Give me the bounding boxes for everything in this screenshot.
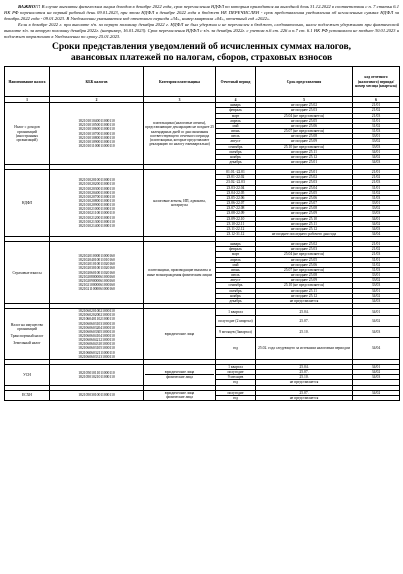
tax-name-item: Земельный налог — [13, 341, 41, 346]
deadline: 25.10. — [256, 375, 353, 380]
category-item: физические лица — [166, 375, 193, 380]
period-code: 31/03 — [353, 195, 400, 200]
col-number: 2 — [50, 97, 144, 103]
period-code: 31/01 — [353, 185, 400, 190]
period-code: 34/04 — [353, 232, 400, 237]
deadline: не представляется — [256, 395, 353, 400]
reporting-period: январь — [216, 242, 256, 247]
reporting-period: апрель — [216, 257, 256, 262]
reporting-period: март — [216, 113, 256, 118]
kbk-code: 18210101090011000110 — [78, 139, 115, 144]
reporting-period: 23.03-22.04 — [216, 185, 256, 190]
category-item: физические лица — [166, 395, 193, 400]
deadline: не представляется — [256, 298, 353, 303]
deadline: 25.04 (не представляется) — [256, 113, 353, 118]
period-code: 21/03 — [353, 113, 400, 118]
period-code: 33/03 — [353, 283, 400, 288]
period-code: 34/02 — [353, 221, 400, 226]
deadline: 25.07. — [256, 316, 353, 327]
reporting-period: февраль — [216, 108, 256, 113]
kbk-code: 18210606033051000110 — [78, 329, 115, 334]
reporting-period: декабрь — [216, 159, 256, 164]
deadline: не позднее 25.09 — [256, 278, 353, 283]
kbk-code: 18210102040011000110 — [78, 190, 115, 195]
tax-name: НДФЛ — [5, 170, 50, 237]
period-code: 31/02 — [353, 262, 400, 267]
period-code: 34/02 — [353, 293, 400, 298]
period-code: 34/03 — [353, 298, 400, 303]
intro-text — [4, 4, 399, 39]
kbk-code: 18210102140011000110 — [78, 223, 115, 228]
reporting-period: февраль — [216, 247, 256, 252]
period-code: 34/02 — [353, 154, 400, 159]
deadline: не позднее 25.12 — [256, 154, 353, 159]
deadline: не позднее 25.08 — [256, 206, 353, 211]
tax-name-item: Транспортный налог — [10, 333, 44, 338]
period-code: 33/03 — [353, 211, 400, 216]
kbk-code: 18210206010011020160 — [78, 270, 115, 275]
deadline: 25.10 (не представляется) — [256, 144, 353, 149]
deadline: не позднее 25.01 — [256, 159, 353, 164]
category-item: юридические лица — [164, 391, 195, 396]
kbk-code: 18210201010011020160 — [78, 262, 115, 267]
period-code: 33/03 — [353, 144, 400, 149]
reporting-period: август — [216, 278, 256, 283]
category-item: юридические лица — [145, 370, 214, 375]
reporting-period: август — [216, 139, 256, 144]
kbk-code: 18210102100011000110 — [78, 207, 115, 212]
header-reporting-period: Отчетный период — [216, 67, 256, 97]
deadline: не позднее 25.11 — [256, 149, 353, 154]
header-tax-name: Наименование налога — [5, 67, 50, 97]
period-code: 21/02 — [353, 175, 400, 180]
payer-category: плательщики, производящие выплаты и иные вознаграждения физическим лицам — [144, 242, 216, 304]
period-code: 34/03 — [353, 327, 400, 338]
period-code: 33/02 — [353, 206, 400, 211]
kbk-code: 18210101060011000110 — [78, 127, 115, 132]
deadline: не позднее 25.12 — [256, 293, 353, 298]
deadline: не позднее 25.11 — [256, 288, 353, 293]
deadline: не позднее 25.02 — [256, 242, 353, 247]
reporting-period: 9 месяцев (3квартал) — [216, 327, 256, 338]
period-code: 34/03 — [353, 226, 400, 231]
tax-name: Налог с доходов организаций (иностранных организаций) — [5, 103, 50, 165]
reporting-period: 23.01-22.02 — [216, 175, 256, 180]
deadline: не позднее 25.06 — [256, 195, 353, 200]
kbk-code: 18210102130011000110 — [78, 219, 115, 224]
kbk-code: 18210501021011000110 — [78, 374, 115, 379]
kbk-code: 18210606032041000110 — [78, 325, 115, 330]
period-code: 33/01 — [353, 134, 400, 139]
kbk-cell — [50, 364, 144, 385]
period-code: 34/04 — [353, 338, 400, 360]
period-code: 34/01 — [353, 309, 400, 316]
deadline: не позднее 25.05 — [256, 257, 353, 262]
kbk-cell — [50, 309, 144, 360]
header-period-code: код отчетного (налогового) периода/номер месяца (квартала) — [353, 67, 400, 97]
kbk-code: 18210606043101000110 — [78, 342, 115, 347]
reporting-period: сентябрь — [216, 283, 256, 288]
deadline: не позднее 25.07 — [256, 201, 353, 206]
kbk-code: 18210501011011000110 — [78, 370, 115, 375]
reporting-period: полугодие — [216, 390, 256, 395]
kbk-code: 18210210000061000160 — [78, 282, 115, 287]
kbk-code: 18210606033131000110 — [78, 354, 115, 359]
kbk-code: 18210604011021000110 — [78, 317, 115, 322]
kbk-code: 18210102030011000110 — [78, 186, 115, 191]
reporting-period: сентябрь — [216, 144, 256, 149]
intro-paragraph-2: Если в декабре 2022 г. при выплате з/п. за первую половину декабря 2022 г. НДФЛ не был удержан и не перечислен в бюджет, следовательно, налог подлежит удержанию при фактической выплате з/п. за вторую половину декабря 2022г. (например, 16.01.2023). Срок перечисления НДФЛ с з/п. за декабрь 2022г. с учетом п.6 ст. 226 и п.7 ст. 6.1 НК РФ установлен не позднее 30.01.2023 и подлежит отражению в Уведомлении по сроку 25.01.2023. — [4, 21, 399, 39]
reporting-period: декабрь — [216, 298, 256, 303]
deadline: не позднее 25.03 — [256, 108, 353, 113]
kbk-code: 18210208000061000160 — [78, 274, 115, 279]
period-code: 21/02 — [353, 108, 400, 113]
reporting-period: июнь — [216, 267, 256, 272]
deadline: не позднее 25.05 — [256, 118, 353, 123]
kbk-cell — [50, 103, 144, 165]
kbk-code: 18210606042121000110 — [78, 338, 115, 343]
period-code: 21/03 — [353, 180, 400, 185]
reporting-period: год — [216, 380, 256, 385]
deadline: не позднее 25.11 — [256, 221, 353, 226]
important-lead: ВАЖНО!!! — [18, 4, 41, 9]
intro-p1-text: В случае выплаты физическим лицам доходов в декабре 2022 года, срок перечисления НДФЛ по которым приходится на выходной день 31.12.2022 в соответствии с п. 7 статьи 6.1 НК РФ переносится на первый рабочий день 09.01.2023, при этом НДФЛ в декабре 2022 года в бюджет НЕ ПЕРЕЧИСЛЕН - срок представления уведомления об исчисленных суммах НДФЛ за декабрь 2022 года - 09.01.2023. В Уведомлении указывается код отчетного периода «34», номер квартала «04», отчетный год «2022». — [4, 4, 399, 21]
period-code: 33/01 — [353, 273, 400, 278]
period-code: 31/03 — [353, 129, 400, 134]
reporting-period: 23.08-22.09 — [216, 211, 256, 216]
period-code: 31/03 — [353, 267, 400, 272]
payer-category — [144, 390, 216, 400]
period-code: 34/01 — [353, 288, 400, 293]
deadline: 25.04 (не представляется) — [256, 252, 353, 257]
deadline: не позднее последнего рабочего дня года — [256, 232, 353, 237]
period-code: 21/02 — [353, 247, 400, 252]
kbk-code: 18210606031031000110 — [78, 321, 115, 326]
deadline: 25.07. — [256, 390, 353, 395]
reporting-period: июль — [216, 273, 256, 278]
period-code: 21/01 — [353, 103, 400, 108]
period-code: 21/01 — [353, 170, 400, 175]
period-code: 31/01 — [353, 257, 400, 262]
period-code: 21/03 — [353, 252, 400, 257]
period-code: 34/02 — [353, 316, 400, 327]
col-number: 3 — [144, 97, 216, 103]
kbk-code: 18210602020021000110 — [78, 313, 115, 318]
period-code: 33/01 — [353, 201, 400, 206]
kbk-code: 18210209000061000160 — [78, 278, 115, 283]
reporting-period: год — [216, 338, 256, 360]
kbk-code: 18210102080011000110 — [78, 198, 115, 203]
payer-category: юридические лица — [144, 309, 216, 360]
reporting-period: 1 квартал — [216, 309, 256, 316]
kbk-code: 18210606032111000110 — [78, 350, 115, 355]
title-line-2: авансовых платежей по налогам, сборов, страховых взносов — [70, 51, 333, 63]
deadline: не представляется — [256, 380, 353, 385]
deadline: 25.07 (не представляется) — [256, 129, 353, 134]
deadline: 25.10 (не представляется) — [256, 283, 353, 288]
kbk-code: 18210503010011000110 — [78, 393, 115, 398]
col-number: 1 — [5, 97, 50, 103]
kbk-code: 18210602010021000110 — [78, 309, 115, 314]
kbk-code: 18210211000061000160 — [78, 287, 115, 292]
reporting-period: июль — [216, 134, 256, 139]
kbk-code: 18210102020011000110 — [78, 182, 115, 187]
reporting-period: 23.02.-22.03 — [216, 180, 256, 185]
kbk-code: 18210102010011000110 — [78, 178, 115, 183]
col-number: 5 — [256, 97, 353, 103]
kbk-code: 18210102070011000110 — [78, 194, 115, 199]
reporting-period: 1 квартал — [216, 364, 256, 369]
reporting-period: май — [216, 123, 256, 128]
reporting-period: 23.12-31.12 — [216, 232, 256, 237]
kbk-code: 18210201000011000160 — [78, 253, 115, 258]
intro-paragraph-1 — [4, 4, 399, 22]
reporting-period: полугодие — [216, 370, 256, 375]
reporting-period: ноябрь — [216, 293, 256, 298]
reporting-period: 9 месяцев — [216, 375, 256, 380]
document-page — [4, 4, 399, 401]
period-code: 34/03 — [353, 375, 400, 380]
header-kbk: КБК налогов — [50, 67, 144, 97]
header-deadline: Срок представления — [256, 67, 353, 97]
kbk-code: 18210606031051000110 — [78, 346, 115, 351]
period-code: 31/02 — [353, 123, 400, 128]
kbk-code: 18210606041041000110 — [78, 333, 115, 338]
period-code: 34/02 — [353, 370, 400, 375]
kbk-cell — [50, 390, 144, 400]
kbk-code: 18210102090011000110 — [78, 203, 115, 208]
deadline: не позднее 25.10 — [256, 216, 353, 221]
deadline: 25.04. — [256, 309, 353, 316]
reporting-period: 01.01.-22.01 — [216, 170, 256, 175]
kbk-cell — [50, 170, 144, 237]
reporting-period: 23.05-22.06 — [216, 195, 256, 200]
deadline: не позднее 25.12 — [256, 226, 353, 231]
reporting-period: 23.07-22.08 — [216, 206, 256, 211]
header-payer-category: Категория плательщика — [144, 67, 216, 97]
reporting-period: апрель — [216, 118, 256, 123]
tax-name-item: Налог на имущество организаций — [10, 322, 44, 331]
reporting-period: октябрь — [216, 149, 256, 154]
period-code: 33/02 — [353, 278, 400, 283]
period-code — [353, 395, 400, 400]
deadlines-table — [4, 66, 400, 401]
kbk-code: 18210102110011000110 — [78, 211, 115, 216]
deadline: не позднее 25.02 — [256, 103, 353, 108]
deadline: 25.07 (не представляется) — [256, 267, 353, 272]
kbk-code: 18210101100011000110 — [78, 144, 115, 149]
period-code: 34/01 — [353, 216, 400, 221]
tax-name: Страховые взносы — [5, 242, 50, 304]
period-code: 34/02 — [353, 390, 400, 395]
deadline: не позднее 25.09 — [256, 211, 353, 216]
tax-name — [5, 309, 50, 360]
reporting-period: 23.04-22.05 — [216, 190, 256, 195]
period-code: 34/03 — [353, 159, 400, 164]
col-number: 6 — [353, 97, 400, 103]
reporting-period: май — [216, 262, 256, 267]
kbk-code: 18210102120011000110 — [78, 215, 115, 220]
deadline: не позднее 25.01 — [256, 170, 353, 175]
reporting-period: 23.06-22.07 — [216, 201, 256, 206]
period-code: 21/01 — [353, 242, 400, 247]
col-number: 4 — [216, 97, 256, 103]
period-code: 34/01 — [353, 364, 400, 369]
kbk-code: 18210101070011000110 — [78, 131, 115, 136]
kbk-cell — [50, 242, 144, 304]
payer-category — [144, 364, 216, 385]
deadline: не позднее 25.06 — [256, 123, 353, 128]
reporting-period: полугодие (2 квартал) — [216, 316, 256, 327]
deadline: 25.07. — [256, 370, 353, 375]
payer-category: налоговые агенты, ИП, адвокаты, нотариусы — [144, 170, 216, 237]
reporting-period: март — [216, 252, 256, 257]
deadline: не позднее 25.03 — [256, 247, 353, 252]
period-code: 31/01 — [353, 118, 400, 123]
deadline: 25.10. — [256, 327, 353, 338]
deadline: 25.02. года следующего за истекшим налоговым периодом — [256, 338, 353, 360]
deadline: не позднее 25.06 — [256, 262, 353, 267]
deadline: не позднее 25.04 — [256, 185, 353, 190]
deadline: не позднее 25.02 — [256, 175, 353, 180]
reporting-period: 23.11-22.12 — [216, 226, 256, 231]
deadline: не позднее 25.03 — [256, 180, 353, 185]
property-tax-row — [5, 309, 400, 316]
reporting-period: 23.10-22.11 — [216, 221, 256, 226]
payer-category: плательщики (налоговые агенты), представляющие декларацию не позднее 25 календарных дней со дня окончания соответствующего отчетного периода (плательщики, которые представляют декларацию по налогу ежеквартально) — [144, 103, 216, 165]
header-row — [5, 67, 400, 97]
tax-name: УСН — [5, 364, 50, 385]
page-title — [4, 42, 399, 63]
period-code: 31/02 — [353, 190, 400, 195]
kbk-code: 18210101080011000110 — [78, 135, 115, 140]
title-line-1: Сроки представления уведомлений об исчисленных суммах налогов, — [51, 41, 352, 53]
deadline: не позднее 25.08 — [256, 273, 353, 278]
kbk-code: 18210101050011000110 — [78, 123, 115, 128]
kbk-code: 18210204010011010160 — [78, 258, 115, 263]
reporting-period: июнь — [216, 129, 256, 134]
period-code: 33/02 — [353, 139, 400, 144]
kbk-code: 18210101040011000110 — [78, 119, 115, 124]
reporting-period: январь — [216, 103, 256, 108]
reporting-period: год — [216, 395, 256, 400]
period-code: 34/01 — [353, 149, 400, 154]
deadline: не позднее 25.08 — [256, 134, 353, 139]
kbk-code: 18210203010011020160 — [78, 266, 115, 271]
deadline: 25.04. — [256, 364, 353, 369]
reporting-period: октябрь — [216, 288, 256, 293]
tax-name: ЕСХН — [5, 390, 50, 400]
reporting-period: 23.09-22.10 — [216, 216, 256, 221]
deadline: не позднее 25.05 — [256, 190, 353, 195]
deadline: не позднее 25.09 — [256, 139, 353, 144]
reporting-period: ноябрь — [216, 154, 256, 159]
